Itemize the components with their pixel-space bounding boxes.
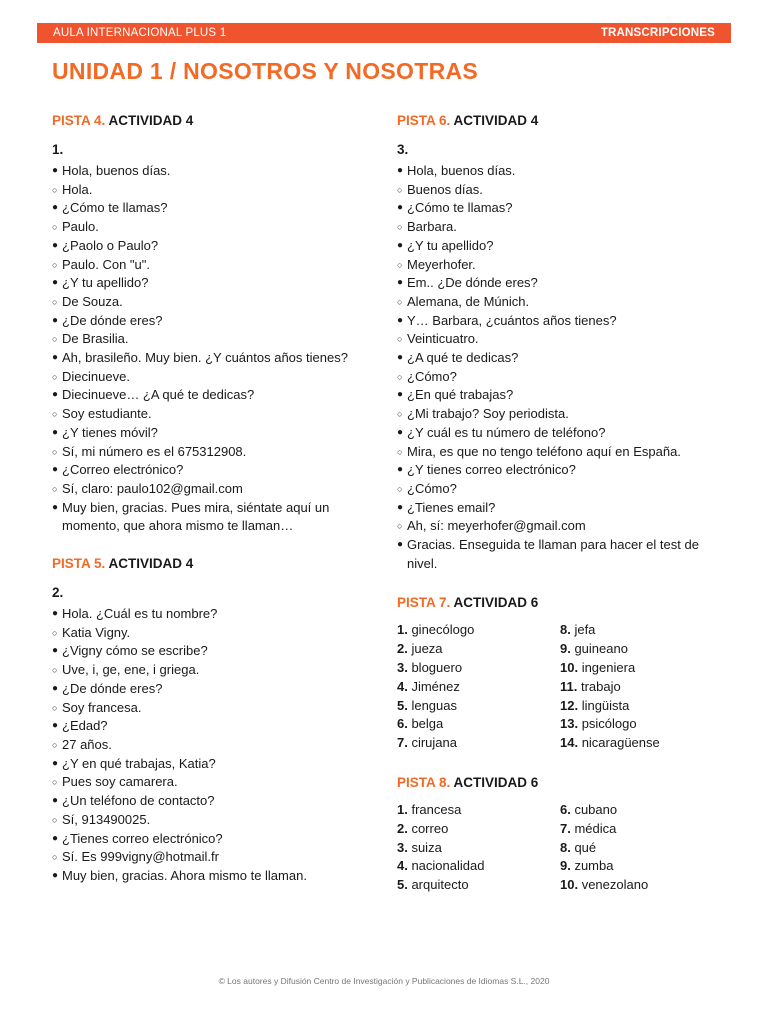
- word-item: [397, 621, 560, 640]
- speaker-a-bullet-icon: ●: [52, 795, 59, 807]
- word-item: [560, 697, 723, 716]
- speaker-b-bullet-icon: ○: [52, 665, 58, 676]
- dialogue-line: [397, 405, 727, 424]
- dialogue-line: [52, 830, 382, 849]
- word-number: 4.: [397, 678, 408, 694]
- dialogue-text: De Souza.: [62, 293, 123, 309]
- speaker-b-bullet-icon: ○: [52, 334, 58, 345]
- speaker-b-bullet-icon: ○: [397, 259, 403, 270]
- dialogue-text: ¿Tienes email?: [407, 499, 496, 515]
- dialogue-line: [52, 181, 382, 200]
- dialogue-lines: [52, 162, 382, 536]
- speaker-a-bullet-icon: ●: [52, 832, 59, 844]
- speaker-b-bullet-icon: ○: [52, 296, 58, 307]
- dialogue-line: [397, 218, 727, 237]
- dialogue-line: [52, 349, 382, 368]
- dialogue-text: Ah, brasileño. Muy bien. ¿Y cuántos años tienes?: [62, 350, 348, 366]
- speaker-b-bullet-icon: ○: [52, 739, 58, 750]
- copyright-footer: © Los autores y Difusión Centro de Investigación y Publicaciones de Idiomas S.L., 2020: [218, 976, 550, 986]
- dialogue-text: Pues soy camarera.: [62, 774, 178, 790]
- word-number: 2.: [397, 820, 408, 836]
- dialogue-line: [52, 773, 382, 792]
- dialogue-line: [52, 717, 382, 736]
- speaker-a-bullet-icon: ●: [397, 165, 404, 176]
- dialogue-line: [397, 293, 727, 312]
- dialogue-text: ¿Vigny cómo se escribe?: [62, 643, 208, 659]
- word-text: francesa: [407, 802, 462, 818]
- dialogue-line: [52, 736, 382, 755]
- dialogue-text: Diecinueve… ¿A qué te dedicas?: [62, 387, 255, 403]
- page-title: UNIDAD 1 / NOSOTROS Y NOSOTRAS: [52, 58, 479, 84]
- word-text: lenguas: [407, 697, 457, 713]
- speaker-b-bullet-icon: ○: [52, 184, 58, 195]
- section-heading-pista-8: PISTA 8. ACTIVIDAD 6: [397, 775, 539, 791]
- word-number: 9.: [560, 858, 571, 874]
- dialogue-line: [52, 312, 382, 331]
- speaker-a-bullet-icon: ●: [52, 720, 59, 732]
- speaker-b-bullet-icon: ○: [52, 627, 58, 638]
- dialogue-line: [397, 181, 727, 200]
- word-item: [397, 697, 560, 716]
- word-text: zumba: [570, 858, 614, 874]
- word-column: [560, 621, 723, 753]
- dialogue-line: [52, 699, 382, 718]
- dialogue-number: 2.: [52, 585, 64, 601]
- speaker-a-bullet-icon: ●: [52, 869, 59, 881]
- left-column: [52, 111, 382, 886]
- speaker-b-bullet-icon: ○: [397, 334, 403, 345]
- dialogue-text: ¿Y tu apellido?: [62, 275, 149, 291]
- word-text: correo: [407, 820, 449, 836]
- dialogue-text: Sí, mi número es el 675312908.: [62, 443, 247, 459]
- dialogue-lines: [52, 605, 382, 886]
- word-list: [397, 621, 727, 753]
- speaker-a-bullet-icon: ●: [52, 352, 59, 364]
- section-heading-pista-6: PISTA 6. ACTIVIDAD 4: [397, 113, 539, 128]
- dialogue-lines: [397, 162, 727, 573]
- word-number: 1.: [397, 802, 408, 818]
- speaker-a-bullet-icon: ●: [52, 501, 59, 513]
- dialogue-line: [52, 811, 382, 830]
- speaker-b-bullet-icon: ○: [52, 852, 58, 863]
- dialogue-text: Y… Barbara, ¿cuántos años tienes?: [407, 312, 617, 328]
- speaker-b-bullet-icon: ○: [397, 222, 403, 233]
- dialogue-line: [52, 480, 382, 499]
- dialogue-text: Soy estudiante.: [62, 406, 152, 422]
- word-item: [560, 839, 723, 858]
- speaker-a-bullet-icon: ●: [52, 757, 59, 769]
- word-item: [397, 715, 560, 734]
- word-text: guineano: [570, 641, 628, 657]
- word-item: [397, 876, 560, 895]
- word-item: [397, 857, 560, 876]
- dialogue-line: [397, 517, 727, 536]
- word-text: nacionalidad: [407, 858, 485, 874]
- dialogue-line: [397, 536, 727, 573]
- word-number: 9.: [560, 641, 571, 657]
- dialogue-text: Muy bien, gracias. Pues mira, siéntate aquí un momento, que ahora mismo te llaman…: [62, 499, 330, 534]
- word-number: 4.: [397, 858, 408, 874]
- word-text: trabajo: [577, 678, 621, 694]
- speaker-b-bullet-icon: ○: [52, 777, 58, 788]
- word-number: 3.: [397, 660, 408, 676]
- dialogue-text: ¿Y en qué trabajas, Katia?: [62, 755, 216, 771]
- dialogue-line: [52, 867, 382, 886]
- dialogue-line: [397, 368, 727, 387]
- dialogue-text: ¿Y tienes móvil?: [62, 424, 158, 440]
- word-number: 10.: [560, 660, 579, 676]
- word-list: [397, 801, 727, 895]
- speaker-b-bullet-icon: ○: [397, 446, 403, 457]
- dialogue-line: [52, 237, 382, 256]
- dialogue-line: [397, 443, 727, 462]
- word-item: [560, 801, 723, 820]
- dialogue-text: Hola, buenos días.: [62, 163, 171, 178]
- speaker-a-bullet-icon: ●: [52, 314, 59, 326]
- speaker-b-bullet-icon: ○: [397, 184, 403, 195]
- dialogue-line: [52, 162, 382, 181]
- dialogue-text: ¿Un teléfono de contacto?: [62, 793, 215, 809]
- speaker-a-bullet-icon: ●: [397, 239, 404, 251]
- dialogue-line: [52, 405, 382, 424]
- speaker-b-bullet-icon: ○: [397, 371, 403, 382]
- dialogue-text: Soy francesa.: [62, 699, 142, 715]
- word-number: 14.: [560, 735, 579, 751]
- dialogue-text: ¿Paolo o Paulo?: [62, 237, 159, 253]
- word-item: [560, 715, 723, 734]
- dialogue-text: De Brasilia.: [62, 331, 129, 347]
- word-number: 8.: [560, 839, 571, 855]
- word-item: [397, 659, 560, 678]
- word-item: [397, 839, 560, 858]
- word-column: [397, 621, 560, 753]
- dialogue-number: 3.: [397, 142, 409, 157]
- word-item: [560, 857, 723, 876]
- dialogue-line: [52, 605, 382, 624]
- word-number: 10.: [560, 877, 579, 893]
- dialogue-line: [52, 624, 382, 643]
- dialogue-text: ¿Mi trabajo? Soy periodista.: [407, 406, 569, 422]
- dialogue-line: [397, 162, 727, 181]
- word-item: [397, 801, 560, 820]
- word-text: nicaragüense: [578, 735, 660, 751]
- dialogue-line: [52, 499, 382, 536]
- dialogue-text: Meyerhofer.: [407, 256, 476, 272]
- word-item: [560, 678, 723, 697]
- word-number: 7.: [397, 735, 408, 751]
- dialogue-line: [397, 312, 727, 331]
- dialogue-line: [52, 792, 382, 811]
- dialogue-line: [52, 386, 382, 405]
- dialogue-line: [397, 237, 727, 256]
- section-heading-pista-4: PISTA 4. ACTIVIDAD 4: [52, 113, 194, 128]
- word-item: [560, 876, 723, 895]
- speaker-a-bullet-icon: ●: [52, 277, 59, 289]
- speaker-a-bullet-icon: ●: [397, 426, 404, 438]
- speaker-a-bullet-icon: ●: [397, 464, 404, 476]
- dialogue-text: Barbara.: [407, 219, 457, 235]
- word-number: 5.: [397, 697, 408, 713]
- speaker-b-bullet-icon: ○: [397, 483, 403, 494]
- speaker-a-bullet-icon: ●: [397, 352, 404, 364]
- dialogue-text: ¿De dónde eres?: [62, 680, 163, 696]
- dialogue-line: [397, 499, 727, 518]
- word-text: qué: [570, 839, 597, 855]
- dialogue-text: Paulo.: [62, 219, 99, 235]
- word-text: lingüista: [578, 697, 630, 713]
- dialogue-text: 27 años.: [62, 736, 112, 752]
- book-title: AULA INTERNACIONAL PLUS 1: [53, 27, 227, 39]
- word-number: 3.: [397, 839, 408, 855]
- speaker-a-bullet-icon: ●: [52, 464, 59, 476]
- dialogue-line: [52, 680, 382, 699]
- dialogue-line: [397, 274, 727, 293]
- word-number: 11.: [560, 678, 578, 694]
- word-number: 2.: [397, 641, 408, 657]
- word-text: bloguero: [407, 660, 463, 676]
- word-column: [397, 801, 560, 895]
- dialogue-text: Diecinueve.: [62, 368, 130, 384]
- dialogue-line: [52, 848, 382, 867]
- speaker-a-bullet-icon: ●: [52, 682, 59, 694]
- section-heading-pista-7: PISTA 7. ACTIVIDAD 6: [397, 595, 539, 611]
- word-number: 12.: [560, 697, 579, 713]
- word-text: ginecólogo: [407, 622, 475, 638]
- speaker-b-bullet-icon: ○: [52, 814, 58, 825]
- word-number: 8.: [560, 622, 571, 638]
- dialogue-line: [52, 293, 382, 312]
- dialogue-text: ¿Cómo?: [407, 368, 457, 384]
- word-item: [560, 734, 723, 753]
- section-heading-pista-5: PISTA 5. ACTIVIDAD 4: [52, 556, 194, 572]
- dialogue-text: Alemana, de Múnich.: [407, 293, 530, 309]
- speaker-a-bullet-icon: ●: [52, 608, 59, 620]
- word-text: médica: [570, 820, 617, 836]
- speaker-b-bullet-icon: ○: [397, 409, 403, 420]
- word-text: cirujana: [407, 735, 457, 751]
- speaker-b-bullet-icon: ○: [52, 371, 58, 382]
- dialogue-text: ¿Cómo te llamas?: [62, 200, 168, 216]
- header-bar: [37, 23, 731, 43]
- dialogue-line: [397, 199, 727, 218]
- dialogue-line: [52, 461, 382, 480]
- dialogue-text: Katia Vigny.: [62, 624, 131, 640]
- speaker-a-bullet-icon: ●: [52, 239, 59, 251]
- dialogue-line: [52, 218, 382, 237]
- word-text: psicólogo: [578, 716, 637, 732]
- dialogue-line: [52, 274, 382, 293]
- dialogue-text: ¿Edad?: [62, 718, 108, 734]
- dialogue-line: [52, 199, 382, 218]
- word-item: [560, 820, 723, 839]
- dialogue-text: Paulo. Con "u".: [62, 256, 151, 272]
- dialogue-line: [52, 642, 382, 661]
- dialogue-text: ¿Y tienes correo electrónico?: [407, 462, 576, 478]
- word-column: [560, 801, 723, 895]
- dialogue-number: 1.: [52, 142, 64, 157]
- speaker-a-bullet-icon: ●: [397, 202, 404, 214]
- speaker-b-bullet-icon: ○: [52, 702, 58, 713]
- dialogue-line: [397, 256, 727, 275]
- word-text: suiza: [407, 839, 442, 855]
- word-item: [560, 659, 723, 678]
- dialogue-text: ¿En qué trabajas?: [407, 387, 514, 403]
- dialogue-text: ¿Cómo te llamas?: [407, 200, 513, 216]
- word-item: [397, 640, 560, 659]
- word-item: [560, 621, 723, 640]
- word-item: [397, 734, 560, 753]
- dialogue-line: [52, 443, 382, 462]
- word-number: 6.: [560, 802, 571, 818]
- dialogue-text: Ah, sí: meyerhofer@gmail.com: [407, 518, 586, 534]
- word-number: 1.: [397, 622, 408, 638]
- dialogue-text: ¿Y cuál es tu número de teléfono?: [407, 424, 606, 440]
- dialogue-text: Sí, claro: paulo102@gmail.com: [62, 480, 243, 496]
- dialogue-text: Sí. Es 999vigny@hotmail.fr: [62, 849, 219, 865]
- dialogue-line: [397, 349, 727, 368]
- dialogue-text: ¿De dónde eres?: [62, 312, 163, 328]
- dialogue-text: Gracias. Enseguida te llaman para hacer el test de nivel.: [407, 537, 699, 571]
- section-label: TRANSCRIPCIONES: [600, 27, 715, 39]
- speaker-b-bullet-icon: ○: [397, 296, 403, 307]
- dialogue-text: Sí, 913490025.: [62, 811, 151, 827]
- dialogue-line: [397, 461, 727, 480]
- dialogue-text: ¿Y tu apellido?: [407, 237, 494, 253]
- word-text: jueza: [407, 641, 443, 657]
- dialogue-line: [397, 480, 727, 499]
- word-text: jefa: [570, 622, 596, 638]
- dialogue-line: [397, 330, 727, 349]
- dialogue-text: Mira, es que no tengo teléfono aquí en España.: [407, 443, 681, 459]
- word-text: ingeniera: [578, 660, 636, 676]
- word-item: [397, 820, 560, 839]
- speaker-a-bullet-icon: ●: [397, 277, 404, 289]
- word-number: 7.: [560, 820, 571, 836]
- speaker-a-bullet-icon: ●: [52, 426, 59, 438]
- dialogue-text: Hola, buenos días.: [407, 163, 516, 178]
- speaker-b-bullet-icon: ○: [52, 259, 58, 270]
- dialogue-text: Buenos días.: [407, 181, 483, 197]
- word-text: cubano: [570, 802, 618, 818]
- speaker-b-bullet-icon: ○: [52, 222, 58, 233]
- speaker-b-bullet-icon: ○: [52, 446, 58, 457]
- dialogue-line: [52, 661, 382, 680]
- dialogue-text: ¿A qué te dedicas?: [407, 350, 519, 366]
- dialogue-text: Hola. ¿Cuál es tu nombre?: [62, 606, 218, 622]
- right-column: [397, 111, 727, 895]
- dialogue-text: Uve, i, ge, ene, i griega.: [62, 662, 200, 678]
- dialogue-line: [52, 368, 382, 387]
- word-item: [560, 640, 723, 659]
- speaker-a-bullet-icon: ●: [52, 165, 59, 176]
- dialogue-text: Veinticuatro.: [407, 331, 479, 347]
- speaker-a-bullet-icon: ●: [397, 389, 404, 401]
- dialogue-line: [397, 424, 727, 443]
- dialogue-text: ¿Correo electrónico?: [62, 462, 184, 478]
- dialogue-text: Em.. ¿De dónde eres?: [407, 275, 538, 291]
- speaker-a-bullet-icon: ●: [397, 539, 404, 551]
- word-number: 5.: [397, 877, 408, 893]
- speaker-b-bullet-icon: ○: [397, 521, 403, 532]
- word-text: arquitecto: [407, 877, 469, 893]
- dialogue-line: [52, 755, 382, 774]
- speaker-a-bullet-icon: ●: [52, 645, 59, 657]
- speaker-b-bullet-icon: ○: [52, 483, 58, 494]
- dialogue-line: [52, 330, 382, 349]
- dialogue-line: [52, 424, 382, 443]
- dialogue-line: [52, 256, 382, 275]
- speaker-a-bullet-icon: ●: [52, 389, 59, 401]
- word-text: venezolano: [578, 877, 649, 893]
- dialogue-text: Hola.: [62, 181, 93, 197]
- dialogue-text: ¿Tienes correo electrónico?: [62, 830, 223, 846]
- speaker-b-bullet-icon: ○: [52, 409, 58, 420]
- dialogue-line: [397, 386, 727, 405]
- speaker-a-bullet-icon: ●: [397, 314, 404, 326]
- word-text: Jiménez: [407, 678, 460, 694]
- word-number: 13.: [560, 716, 579, 732]
- word-item: [397, 678, 560, 697]
- speaker-a-bullet-icon: ●: [397, 501, 404, 513]
- dialogue-text: ¿Cómo?: [407, 480, 457, 496]
- word-text: belga: [407, 716, 444, 732]
- dialogue-text: Muy bien, gracias. Ahora mismo te llaman.: [62, 867, 307, 883]
- word-number: 6.: [397, 716, 408, 732]
- speaker-a-bullet-icon: ●: [52, 202, 59, 214]
